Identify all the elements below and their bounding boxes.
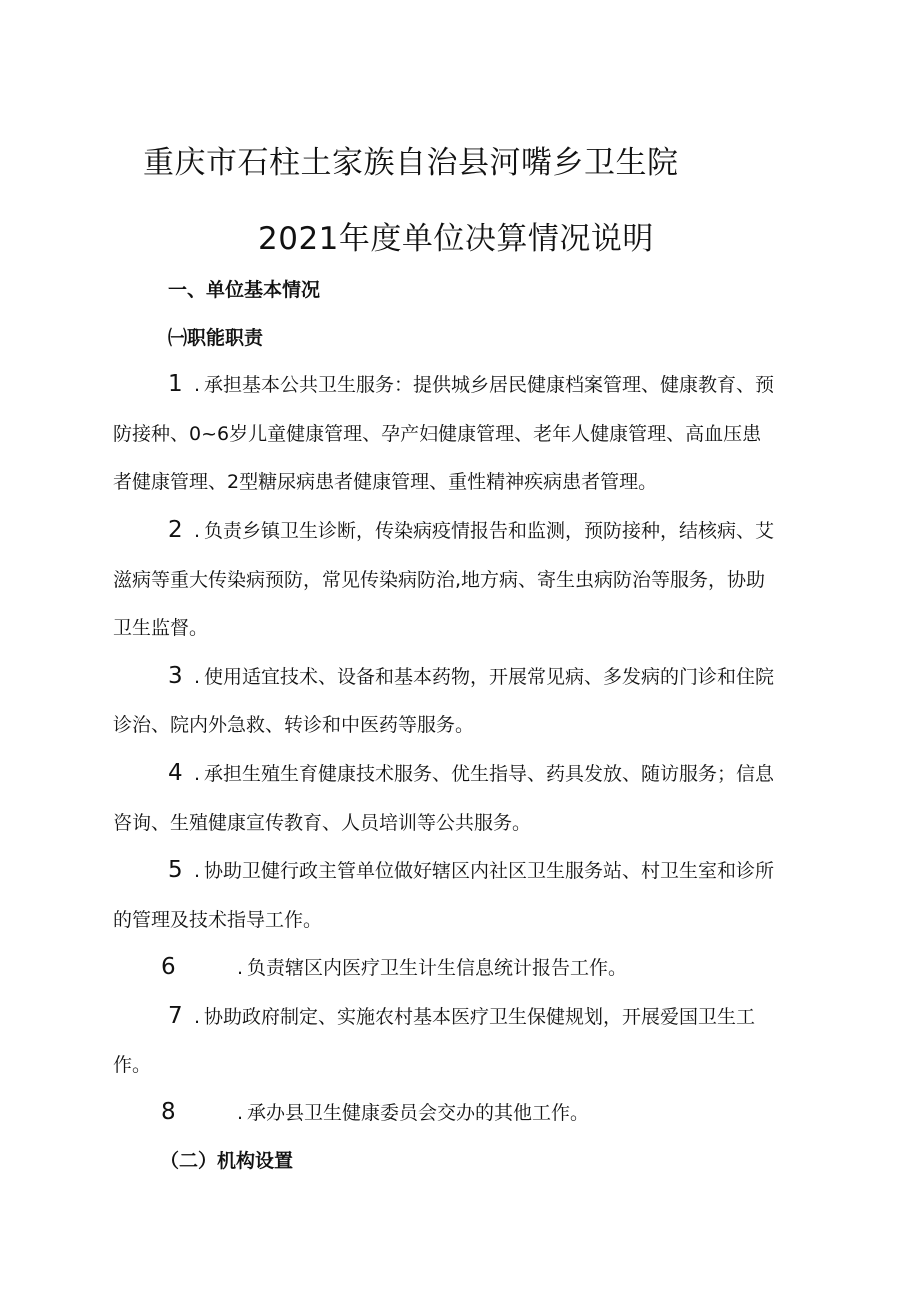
section-heading: 一、单位基本情况 bbox=[168, 279, 321, 301]
item-text-line: 作。 bbox=[113, 1054, 152, 1076]
item-number: 5 bbox=[168, 857, 183, 883]
subsection-heading-organization: （二）机构设置 bbox=[160, 1150, 294, 1172]
item-number: 8 bbox=[161, 1099, 176, 1125]
document-title-line1: 重庆市石柱土家族自治县河嘴乡卫生院 bbox=[143, 145, 679, 181]
list-item: 2 . 负责乡镇卫生诊断，传染病疫情报告和监测，预防接种，结核病、艾 bbox=[168, 517, 775, 543]
list-item: 8 . 承办县卫生健康委员会交办的其他工作。 bbox=[161, 1099, 590, 1125]
item-text-line: 卫生监督。 bbox=[113, 617, 209, 639]
item-text-line: 咨询、生殖健康宣传教育、人员培训等公共服务。 bbox=[113, 812, 532, 834]
item-number: 6 bbox=[161, 954, 176, 980]
item-text-line: 诊治、院内外急救、转诊和中医药等服务。 bbox=[113, 714, 475, 736]
item-text: 负责乡镇卫生诊断，传染病疫情报告和监测，预防接种，结核病、艾 bbox=[204, 520, 775, 542]
document-title-line2: 2021年度单位决算情况说明 bbox=[258, 221, 654, 257]
item-number: 4 bbox=[168, 760, 183, 786]
list-item: 6 . 负责辖区内医疗卫生计生信息统计报告工作。 bbox=[161, 954, 628, 980]
item-text-line: 者健康管理、2型糖尿病患者健康管理、重性精神疾病患者管理。 bbox=[113, 471, 658, 493]
list-item: 4 . 承担生殖生育健康技术服务、优生指导、药具发放、随访服务；信息 bbox=[168, 760, 775, 786]
item-text: 协助政府制定、实施农村基本医疗卫生保健规划，开展爱国卫生工 bbox=[204, 1006, 756, 1028]
item-text: 承办县卫生健康委员会交办的其他工作。 bbox=[247, 1102, 590, 1124]
subsection-heading-functions: ㈠职能职责 bbox=[168, 327, 264, 349]
item-text: 协助卫健行政主管单位做好辖区内社区卫生服务站、村卫生室和诊所 bbox=[204, 860, 775, 882]
item-text-line: 防接种、0~6岁儿童健康管理、孕产妇健康管理、老年人健康管理、高血压患 bbox=[113, 423, 762, 445]
item-text: 负责辖区内医疗卫生计生信息统计报告工作。 bbox=[247, 957, 628, 979]
item-text: 承担基本公共卫生服务：提供城乡居民健康档案管理、健康教育、预 bbox=[204, 374, 775, 396]
list-item: 7 . 协助政府制定、实施农村基本医疗卫生保健规划，开展爱国卫生工 bbox=[168, 1003, 756, 1029]
item-number: 1 bbox=[168, 371, 183, 397]
item-text-line: 滋病等重大传染病预防，常见传染病防治,地方病、寄生虫病防治等服务，协助 bbox=[113, 569, 766, 591]
item-text: 使用适宜技术、设备和基本药物，开展常见病、多发病的门诊和住院 bbox=[204, 666, 775, 688]
item-number: 7 bbox=[168, 1003, 183, 1029]
item-number: 3 bbox=[168, 663, 183, 689]
list-item: 3 . 使用适宜技术、设备和基本药物，开展常见病、多发病的门诊和住院 bbox=[168, 663, 775, 689]
item-text: 承担生殖生育健康技术服务、优生指导、药具发放、随访服务；信息 bbox=[204, 763, 775, 785]
list-item: 5 . 协助卫健行政主管单位做好辖区内社区卫生服务站、村卫生室和诊所 bbox=[168, 857, 775, 883]
list-item: 1 . 承担基本公共卫生服务：提供城乡居民健康档案管理、健康教育、预 bbox=[168, 371, 775, 397]
item-number: 2 bbox=[168, 517, 183, 543]
item-text-line: 的管理及技术指导工作。 bbox=[113, 909, 323, 931]
